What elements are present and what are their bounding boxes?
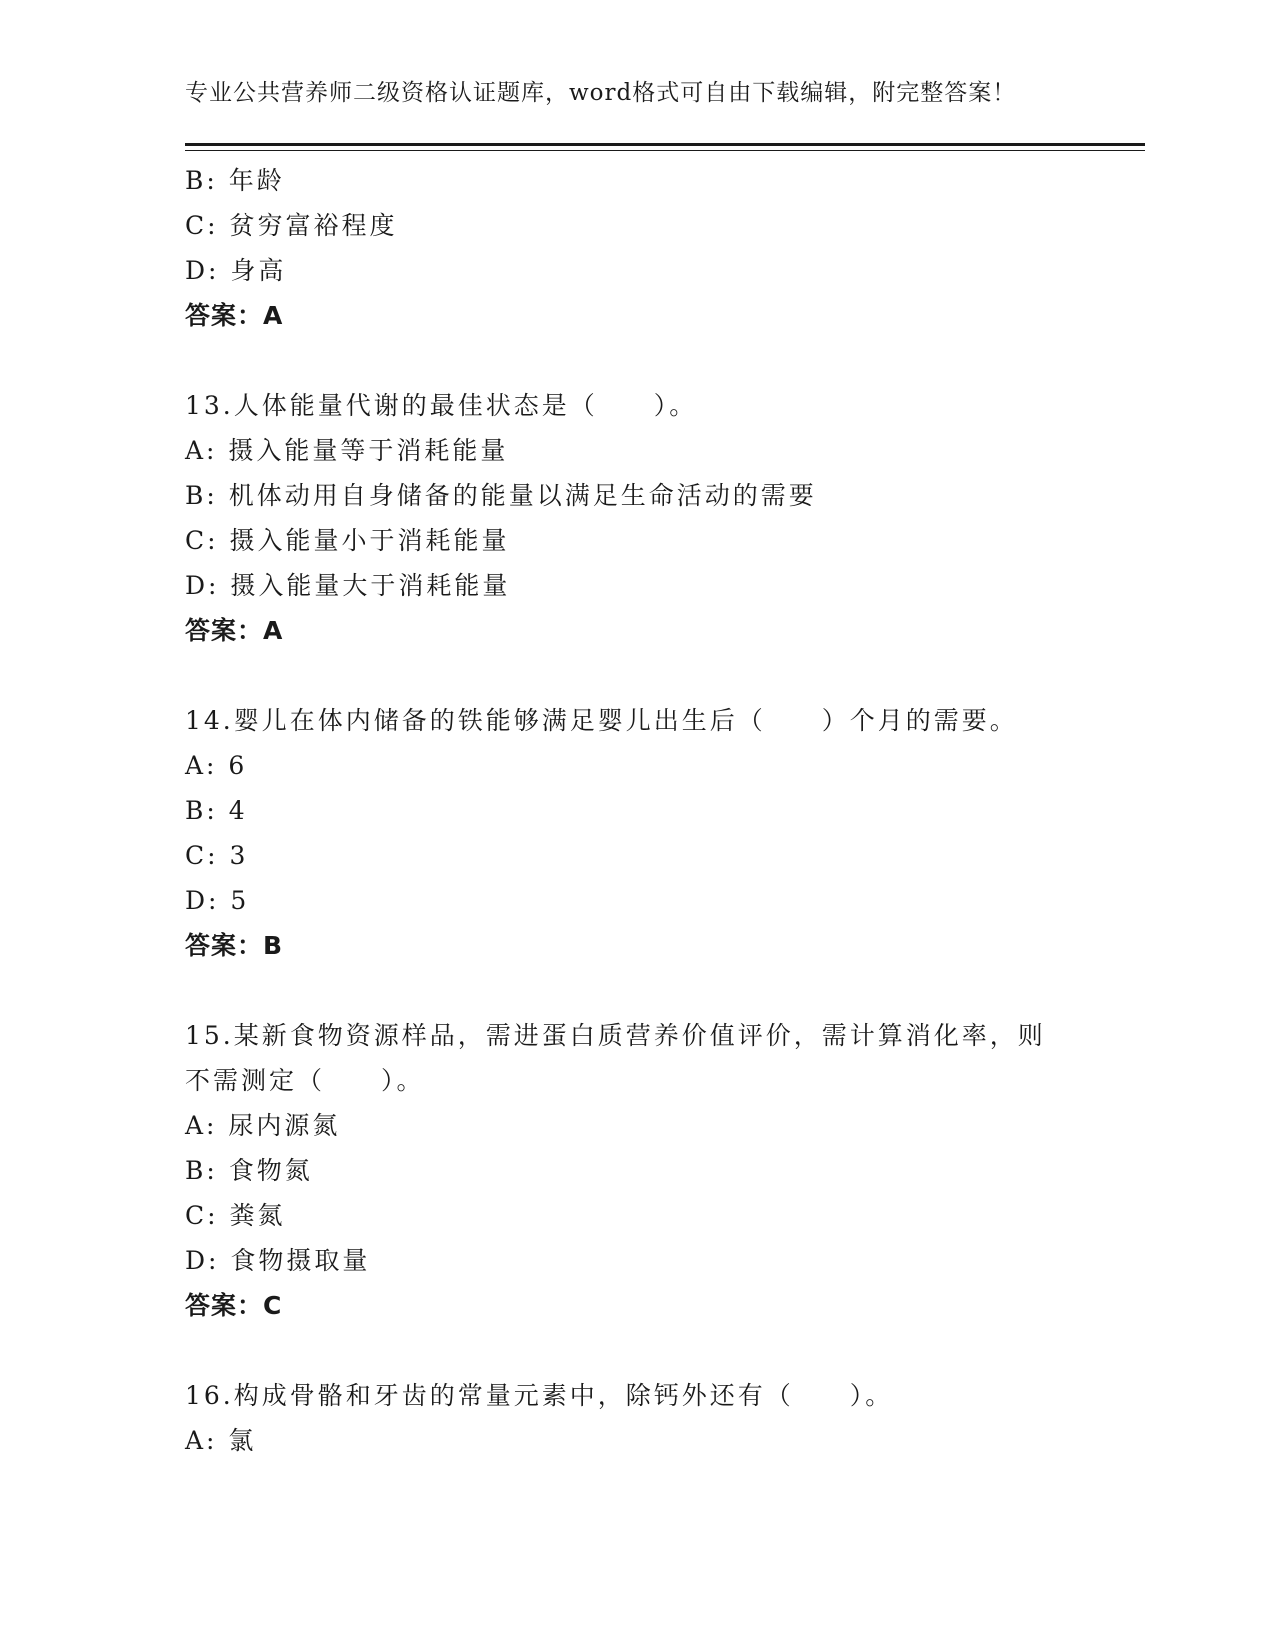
spacer xyxy=(185,653,1085,698)
spacer xyxy=(185,968,1085,1013)
question-14 xyxy=(185,698,1085,968)
option-d: D: 摄入能量大于消耗能量 xyxy=(185,571,511,600)
option-a: A: 氯 xyxy=(185,1426,257,1455)
question-13 xyxy=(185,383,1085,653)
spacer xyxy=(185,338,1085,383)
spacer xyxy=(185,1328,1085,1373)
option-a: A: 摄入能量等于消耗能量 xyxy=(185,436,509,465)
option-a: A: 尿内源氮 xyxy=(185,1111,341,1140)
answer-line: 答案：C xyxy=(185,1291,283,1320)
question-12-continued xyxy=(185,158,1085,338)
question-stem: 16.构成骨骼和牙齿的常量元素中，除钙外还有（ ）。 xyxy=(185,1381,894,1410)
header-rule-thick xyxy=(185,143,1145,146)
option-b: B: 年龄 xyxy=(185,166,285,195)
document-body xyxy=(185,158,1085,1463)
answer-line: 答案：A xyxy=(185,301,284,330)
option-c: C: 粪氮 xyxy=(185,1201,286,1230)
option-b: B: 4 xyxy=(185,796,248,825)
option-d: D: 5 xyxy=(185,886,250,915)
option-c: C: 3 xyxy=(185,841,249,870)
option-c: C: 贫穷富裕程度 xyxy=(185,211,398,240)
option-b: B: 食物氮 xyxy=(185,1156,313,1185)
question-stem-line-1: 15.某新食物资源样品，需进蛋白质营养价值评价，需计算消化率，则 xyxy=(185,1021,1046,1050)
answer-line: 答案：B xyxy=(185,931,284,960)
option-b: B: 机体动用自身储备的能量以满足生命活动的需要 xyxy=(185,481,817,510)
option-d: D: 食物摄取量 xyxy=(185,1246,371,1275)
header-rule-thin xyxy=(185,150,1145,151)
question-stem-line-2: 不需测定（ ）。 xyxy=(185,1066,425,1095)
question-15 xyxy=(185,1013,1085,1328)
document-header: 专业公共营养师二级资格认证题库，word格式可自由下载编辑，附完整答案！ xyxy=(185,80,1017,106)
question-stem: 14.婴儿在体内储备的铁能够满足婴儿出生后（ ）个月的需要。 xyxy=(185,706,1018,735)
question-16 xyxy=(185,1373,1085,1463)
option-d: D: 身高 xyxy=(185,256,287,285)
question-stem: 13.人体能量代谢的最佳状态是（ ）。 xyxy=(185,391,698,420)
option-a: A: 6 xyxy=(185,751,248,780)
option-c: C: 摄入能量小于消耗能量 xyxy=(185,526,510,555)
answer-line: 答案：A xyxy=(185,616,284,645)
